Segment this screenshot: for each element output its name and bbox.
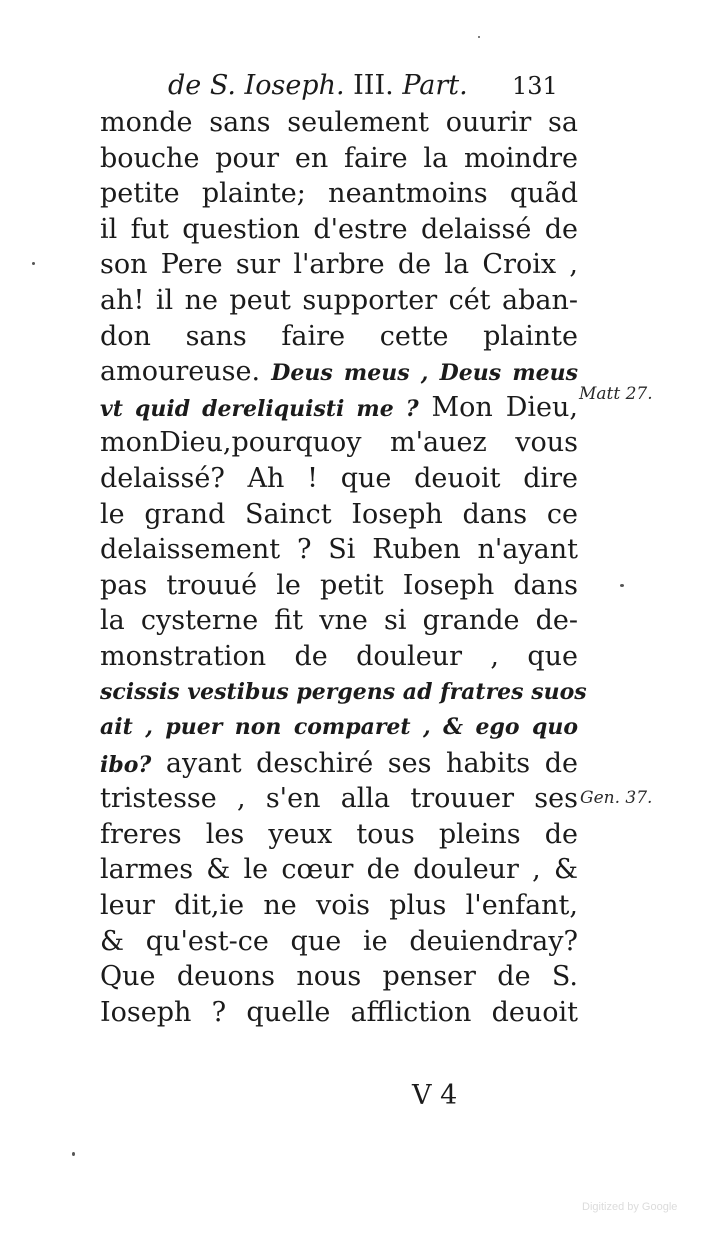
- text-line: leur dit,ie ne vois plus l'enfant,: [100, 890, 578, 922]
- text-line: monde sans seulement ouurir sa: [100, 107, 578, 138]
- text-line: delaissement ? Si Ruben n'ayant: [100, 534, 578, 566]
- text-line: Ioseph ? quelle affliction deuoit: [100, 996, 578, 1028]
- ink-speck: [32, 262, 35, 265]
- ink-speck: [72, 1152, 75, 1156]
- text-line: Que deuons nous penser de S.: [100, 961, 578, 993]
- text-line: la cysterne fit vne si grande de-: [100, 605, 578, 637]
- text-fragment: amoureuse.: [100, 356, 261, 388]
- ink-speck: [620, 584, 624, 587]
- margin-note-matt: Matt 27.: [579, 384, 653, 404]
- text-line: le grand Sainct Ioseph dans ce: [100, 498, 578, 530]
- text-line: son Pere sur l'arbre de la Croix ,: [100, 249, 578, 281]
- header-part-label: Part.: [393, 70, 468, 101]
- page-number: 131: [512, 72, 558, 100]
- text-line: pas trouué le petit Ioseph dans: [100, 569, 578, 601]
- watermark: Digitized by Google: [582, 1201, 678, 1213]
- margin-note-gen: Gen. 37.: [580, 788, 653, 808]
- latin-line: ait , puer non comparet , & ego quo: [100, 714, 578, 741]
- text-line: [100, 390, 578, 426]
- latin-quote: Deus meus , Deus meus: [260, 360, 578, 387]
- body-text: [100, 105, 587, 1030]
- ink-speck: [478, 36, 480, 38]
- text-line: bouche pour en faire la moindre: [100, 142, 578, 174]
- latin-quote: ibo?: [100, 751, 152, 778]
- text-fragment: Mon Dieu,: [418, 391, 578, 423]
- latin-quote: vt quid dereliquisti me ?: [100, 395, 419, 422]
- text-line: larmes & le cœur de douleur , &: [100, 854, 578, 886]
- text-line: [100, 354, 578, 390]
- text-line: & qu'est-ce que ie deuiendray?: [100, 925, 578, 957]
- text-line: petite plainte; neantmoins quãd: [100, 178, 578, 210]
- signature-mark: V 4: [412, 1080, 458, 1111]
- running-header: [168, 66, 588, 106]
- text-line: monstration de douleur , que: [100, 640, 578, 672]
- text-fragment: ayant deschiré ses habits de: [151, 747, 578, 779]
- text-line: delaissé? Ah ! que deuoit dire: [100, 462, 578, 494]
- text-line: [100, 746, 578, 782]
- header-part-number: III.: [344, 70, 394, 101]
- text-line: tristesse , s'en alla trouuer ses: [100, 783, 578, 815]
- text-line: ah! il ne peut supporter cét aban-: [100, 284, 578, 316]
- header-title: de S. Ioseph.: [168, 70, 345, 101]
- text-line: don sans faire cette plainte: [100, 320, 578, 352]
- text-line: monDieu,pourquoy m'auez vous: [100, 427, 578, 459]
- latin-line: scissis vestibus pergens ad fratres suos: [100, 678, 587, 705]
- text-line: il fut question d'estre delaissé de: [100, 213, 578, 245]
- text-line: freres les yeux tous pleins de: [100, 818, 578, 850]
